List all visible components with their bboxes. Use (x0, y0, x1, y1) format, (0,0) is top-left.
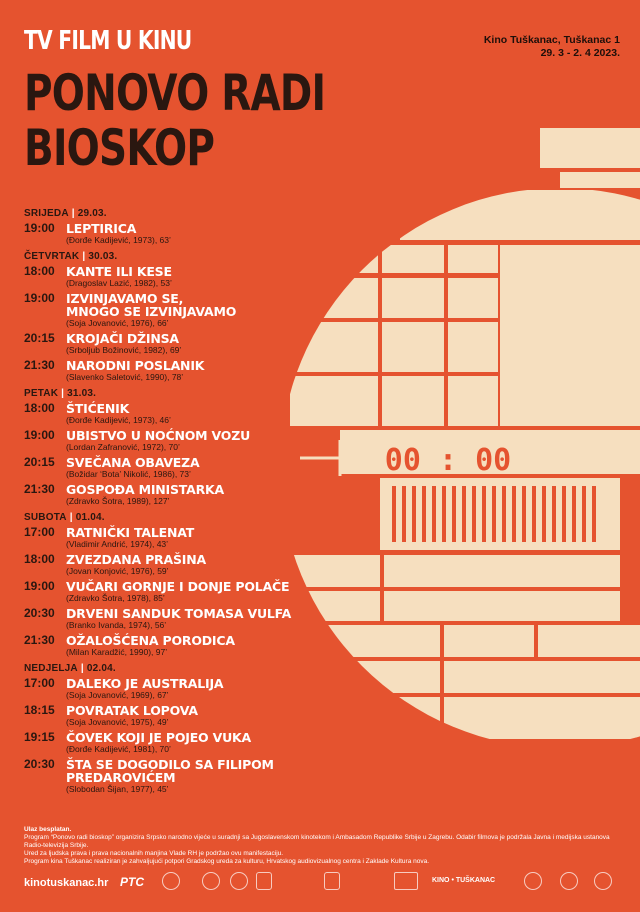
screening-time: 19:15 (24, 730, 55, 744)
day-date: 01.04. (75, 512, 105, 523)
film-title-line: KANTE ILI KESE (66, 264, 172, 279)
day-block (24, 208, 384, 245)
screening-time: 20:15 (24, 331, 55, 345)
footer-note (24, 826, 624, 866)
screening-info (66, 634, 384, 657)
screening-row (24, 526, 384, 549)
film-credit: (Soja Jovanović, 1969), 67’ (66, 690, 169, 700)
test-card-stripes (392, 486, 596, 542)
screening-row (24, 731, 384, 754)
partner-logo-icon (202, 872, 220, 890)
screening-time: 20:30 (24, 757, 55, 771)
screening-time: 20:15 (24, 455, 55, 469)
film-title-line: ŠTIĆENIK (66, 401, 130, 416)
film-credit: (Đorđe Kadijević, 1973), 63’ (66, 235, 171, 245)
film-credit: (Srboljub Božinović, 1982), 69’ (66, 345, 182, 355)
film-title-line: DALEKO JE AUSTRALIJA (66, 676, 224, 691)
screening-row (24, 758, 384, 794)
film-title (66, 402, 384, 415)
film-title (66, 580, 384, 593)
screening-row (24, 222, 384, 245)
screening-row (24, 359, 384, 382)
film-title (66, 758, 384, 784)
film-title-line: IZVINJAVAMO SE, (66, 291, 184, 306)
film-title-line: VUČARI GORNJE I DONJE POLAČE (66, 579, 290, 594)
venue-info (484, 34, 620, 60)
film-credit: (Soja Jovanović, 1975), 49’ (66, 717, 169, 727)
coat-of-arms-icon (324, 872, 340, 890)
screening-row (24, 704, 384, 727)
film-credit: (Branko Ivanda, 1974), 56’ (66, 620, 167, 630)
screening-time: 17:00 (24, 525, 55, 539)
day-block (24, 663, 384, 794)
screening-time: 18:00 (24, 552, 55, 566)
screening-row (24, 332, 384, 355)
screening-info (66, 456, 384, 479)
film-title-line: POVRATAK LOPOVA (66, 703, 198, 718)
film-credit: (Jovan Konjović, 1976), 59’ (66, 566, 169, 576)
footer-logos (24, 866, 624, 896)
film-credit: (Slobodan Šijan, 1977), 45’ (66, 784, 169, 794)
screening-info (66, 704, 384, 727)
screening-row (24, 292, 384, 328)
screening-info (66, 483, 384, 506)
film-title-line: ČOVEK KOJI JE POJEO VUKA (66, 730, 252, 745)
film-title (66, 634, 384, 647)
day-label (24, 251, 384, 262)
day-name: PETAK (24, 388, 59, 399)
day-date: 31.03. (67, 388, 97, 399)
screening-info (66, 265, 384, 288)
day-name: NEDJELJA (24, 663, 78, 674)
day-date: 29.03. (77, 208, 107, 219)
partner-logo-icon (524, 872, 542, 890)
film-title (66, 704, 384, 717)
film-title-line: RATNIČKI TALENAT (66, 525, 195, 540)
screening-info (66, 677, 384, 700)
screening-info (66, 580, 384, 603)
footer-entry: Ulaz besplatan. (24, 826, 72, 833)
screening-info (66, 758, 384, 794)
partner-logo-icon (594, 872, 612, 890)
day-block (24, 388, 384, 506)
separator: | (69, 512, 73, 523)
page-title (24, 66, 325, 176)
screening-time: 21:30 (24, 482, 55, 496)
website-link[interactable]: kinotuskanac.hr (24, 877, 109, 889)
screening-info (66, 402, 384, 425)
series-title: TV FILM U KINU (24, 26, 192, 56)
film-title-line: ZVEZDANA PRAŠINA (66, 552, 206, 567)
partner-logo-icon (394, 872, 418, 890)
film-title-line: ŠTA SE DOGODILO SA FILIPOM PREDAROVIĆEM (66, 757, 274, 785)
film-title (66, 483, 384, 496)
film-credit: (Slavenko Saletović, 1990), 78’ (66, 372, 184, 382)
screening-time: 18:00 (24, 264, 55, 278)
film-title (66, 359, 384, 372)
screening-info (66, 526, 384, 549)
film-credit: (Božidar ‘Bota’ Nikolić, 1986), 73’ (66, 469, 191, 479)
partner-logo-icon (560, 872, 578, 890)
day-label (24, 663, 384, 674)
title-line: BIOSKOP (24, 119, 215, 177)
footer-line: Program “Ponovo radi bioskop” organizira Srpsko narodno vijeće u suradnji sa Jugoslavenskom kinotekom i Ambasadom Republike Srbije u Zagrebu. Odabir filmova je podržala Javna i medijska ustanova Radio-televizija Srbije. (24, 834, 610, 849)
film-title-line: KROJAČI DŽINSA (66, 331, 179, 346)
day-label (24, 512, 384, 523)
film-credit: (Lordan Zafranović, 1972), 70’ (66, 442, 180, 452)
screening-info (66, 359, 384, 382)
separator: | (61, 388, 65, 399)
coat-of-arms-icon (256, 872, 272, 890)
film-title-line: MNOGO SE IZVINJAVAMO (66, 304, 237, 319)
test-card-top-blocks (540, 128, 640, 188)
film-title (66, 677, 384, 690)
film-title-line: OŽALOŠĆENA PORODICA (66, 633, 235, 648)
film-credit: (Vladimir Andrić, 1974), 43’ (66, 539, 169, 549)
day-label (24, 208, 384, 219)
film-title-line: UBISTVO U NOĆNOM VOZU (66, 428, 251, 443)
screening-info (66, 607, 384, 630)
screening-time: 19:00 (24, 579, 55, 593)
screening-time: 20:30 (24, 606, 55, 620)
venue-dates: 29. 3 - 2. 4 2023. (540, 47, 620, 59)
film-credit: (Đorđe Kadijević, 1981), 70’ (66, 744, 171, 754)
day-name: ČETVRTAK (24, 251, 80, 262)
film-title (66, 607, 384, 620)
film-credit: (Đorđe Kadijević, 1973), 46’ (66, 415, 171, 425)
film-title (66, 332, 384, 345)
kino-tuskanac-logo: KINO • TUŠKANAC (432, 877, 496, 884)
film-credit: (Zdravko Šotra, 1989), 127’ (66, 496, 170, 506)
screening-info (66, 292, 384, 328)
screening-info (66, 429, 384, 452)
footer-line: Program kina Tuškanac realiziran je zahvaljujući potpori Gradskog ureda za kulturu, Hrvatskog audiovizualnog centra i Zaklade Kultura nova. (24, 858, 430, 865)
day-block (24, 251, 384, 382)
screening-info (66, 332, 384, 355)
screening-row (24, 456, 384, 479)
day-block (24, 512, 384, 657)
day-date: 02.04. (86, 663, 116, 674)
film-title (66, 222, 384, 235)
screening-time: 19:00 (24, 291, 55, 305)
title-line: PONOVO RADI (24, 64, 326, 122)
schedule (24, 208, 384, 800)
screening-row (24, 429, 384, 452)
film-title-line: DRVENI SANDUK TOMASA VULFA (66, 606, 292, 621)
film-credit: (Zdravko Šotra, 1978), 85’ (66, 593, 165, 603)
film-title (66, 456, 384, 469)
screening-info (66, 553, 384, 576)
film-credit: (Soja Jovanović, 1976), 66’ (66, 318, 169, 328)
partner-logo-icon (162, 872, 180, 890)
screening-time: 17:00 (24, 676, 55, 690)
footer-line: Ured za ljudska prava i prava nacionalnih manjina Vlade RH je podržao ovu manifestaciju. (24, 850, 284, 857)
day-name: SUBOTA (24, 512, 67, 523)
screening-info (66, 222, 384, 245)
screening-info (66, 731, 384, 754)
film-title (66, 265, 384, 278)
screening-time: 19:00 (24, 221, 55, 235)
screening-row (24, 483, 384, 506)
film-title-line: SVEČANA OBAVEZA (66, 455, 200, 470)
film-title (66, 526, 384, 539)
day-name: SRIJEDA (24, 208, 69, 219)
screening-row (24, 580, 384, 603)
screening-time: 19:00 (24, 428, 55, 442)
screening-row (24, 607, 384, 630)
screening-time: 18:15 (24, 703, 55, 717)
film-title (66, 292, 384, 318)
film-title-line: NARODNI POSLANIK (66, 358, 205, 373)
screening-row (24, 677, 384, 700)
film-credit: (Milan Karadžić, 1990), 97’ (66, 647, 168, 657)
day-date: 30.03. (88, 251, 118, 262)
day-label (24, 388, 384, 399)
film-credit: (Dragoslav Lazić, 1982), 53’ (66, 278, 172, 288)
rts-logo: PTC (120, 875, 144, 889)
film-title (66, 731, 384, 744)
film-title-line: GOSPOĐA MINISTARKA (66, 482, 224, 497)
partner-logo-icon (230, 872, 248, 890)
screening-row (24, 634, 384, 657)
film-title (66, 429, 384, 442)
venue-address: Kino Tuškanac, Tuškanac 1 (483, 34, 620, 46)
film-title-line: LEPTIRICA (66, 221, 137, 236)
separator: | (71, 208, 75, 219)
separator: | (80, 663, 84, 674)
clock-readout: 00 : 00 (384, 443, 512, 478)
screening-row (24, 265, 384, 288)
screening-time: 21:30 (24, 358, 55, 372)
screening-row (24, 402, 384, 425)
screening-row (24, 553, 384, 576)
film-title (66, 553, 384, 566)
separator: | (82, 251, 86, 262)
screening-time: 21:30 (24, 633, 55, 647)
screening-time: 18:00 (24, 401, 55, 415)
